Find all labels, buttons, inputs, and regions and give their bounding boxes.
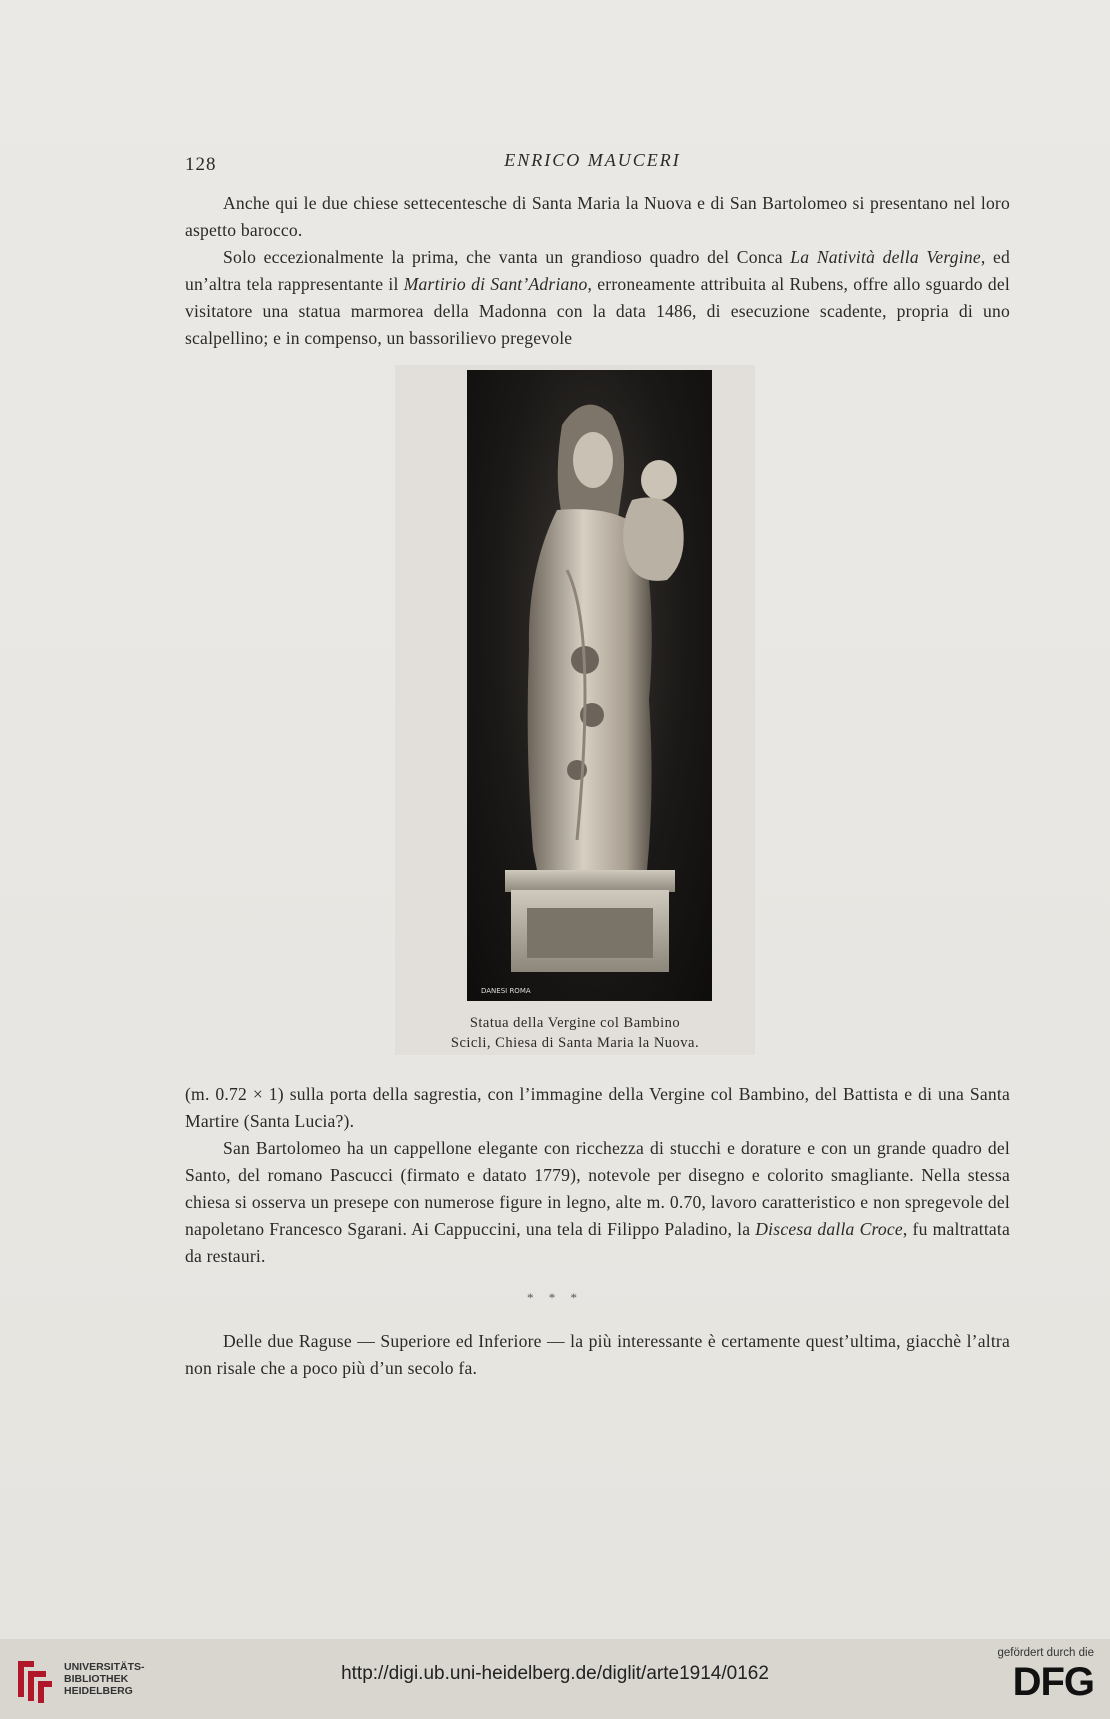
paragraph: Solo eccezionalmente la prima, che vanta un grandioso quadro del Conca La Natività della Vergine, ed un’altra tela rappresentante il Martirio di Sant’Adriano, erroneamente attribuita al Rubens, offre allo sguardo del visitatore una statua marmorea della Madonna con la data 1486, di esecuzione scadente, propria di uno scalpellino; e in compenso, un bassorilievo pregevole	[185, 247, 1010, 348]
statue-photograph	[467, 370, 712, 1001]
figure-caption	[395, 1013, 755, 1053]
paragraph: (m. 0.72 × 1) sulla porta della sagrestia, con l’immagine della Vergine col Bambino, del Battista e di una Santa Martire (Santa Lucia?).	[185, 1084, 1010, 1131]
funding-label: gefördert durch die	[997, 1647, 1094, 1659]
library-name: UNIVERSITÄTS- BIBLIOTHEK HEIDELBERG	[64, 1661, 145, 1697]
body-text-top	[185, 190, 1010, 352]
dfg-logo: DFG	[1012, 1660, 1094, 1704]
viewer-footer	[0, 1639, 1110, 1719]
photographer-mark: DANESI ROMA	[481, 987, 531, 995]
artwork-title: La Natività della Vergine	[790, 247, 981, 267]
permalink-url[interactable]: http://digi.ub.uni-heidelberg.de/diglit/arte1914/0162	[341, 1663, 769, 1684]
caption-title: Statua della Vergine col Bambino	[469, 1015, 681, 1031]
body-text-middle	[185, 1081, 1010, 1270]
paragraph: Delle due Raguse — Superiore ed Inferiore — la più interessante è certamente quest’ultima, giacchè l’altra non risale che a poco più d’un secolo fa.	[185, 1331, 1010, 1378]
caption-location: Scicli, Chiesa di Santa Maria la Nuova.	[450, 1035, 700, 1051]
page-number: 128	[185, 154, 217, 175]
artwork-title: Discesa dalla Croce	[755, 1219, 903, 1239]
paragraph: San Bartolomeo ha un cappellone elegante con ricchezza di stucchi e dorature e con un grande quadro del Santo, del romano Pascucci (firmato e datato 1779), notevole per disegno e colorito smagliante. Nella stessa chiesa si osserva un presepe con numerose figure in legno, alte m. 0.70, lavoro caratteristico e non spregevole del napoletano Francesco Sgarani. Ai Cappuccini, una tela di Filippo Paladino, la Discesa dalla Croce, fu maltrattata da restauri.	[185, 1138, 1011, 1266]
section-separator: * * *	[527, 1290, 583, 1305]
running-head	[185, 150, 1000, 176]
running-title: ENRICO MAUCERI	[504, 150, 681, 170]
paragraph: Anche qui le due chiese settecentesche di Santa Maria la Nuova e di San Bartolomeo si presentano nel loro aspetto barocco.	[185, 193, 1010, 240]
funder-block[interactable]	[964, 1647, 1094, 1705]
artwork-title: Martirio di Sant’Adriano	[403, 274, 588, 294]
body-text-end	[185, 1328, 1010, 1382]
madonna-statue-image	[467, 370, 712, 1001]
figure	[395, 365, 755, 1055]
